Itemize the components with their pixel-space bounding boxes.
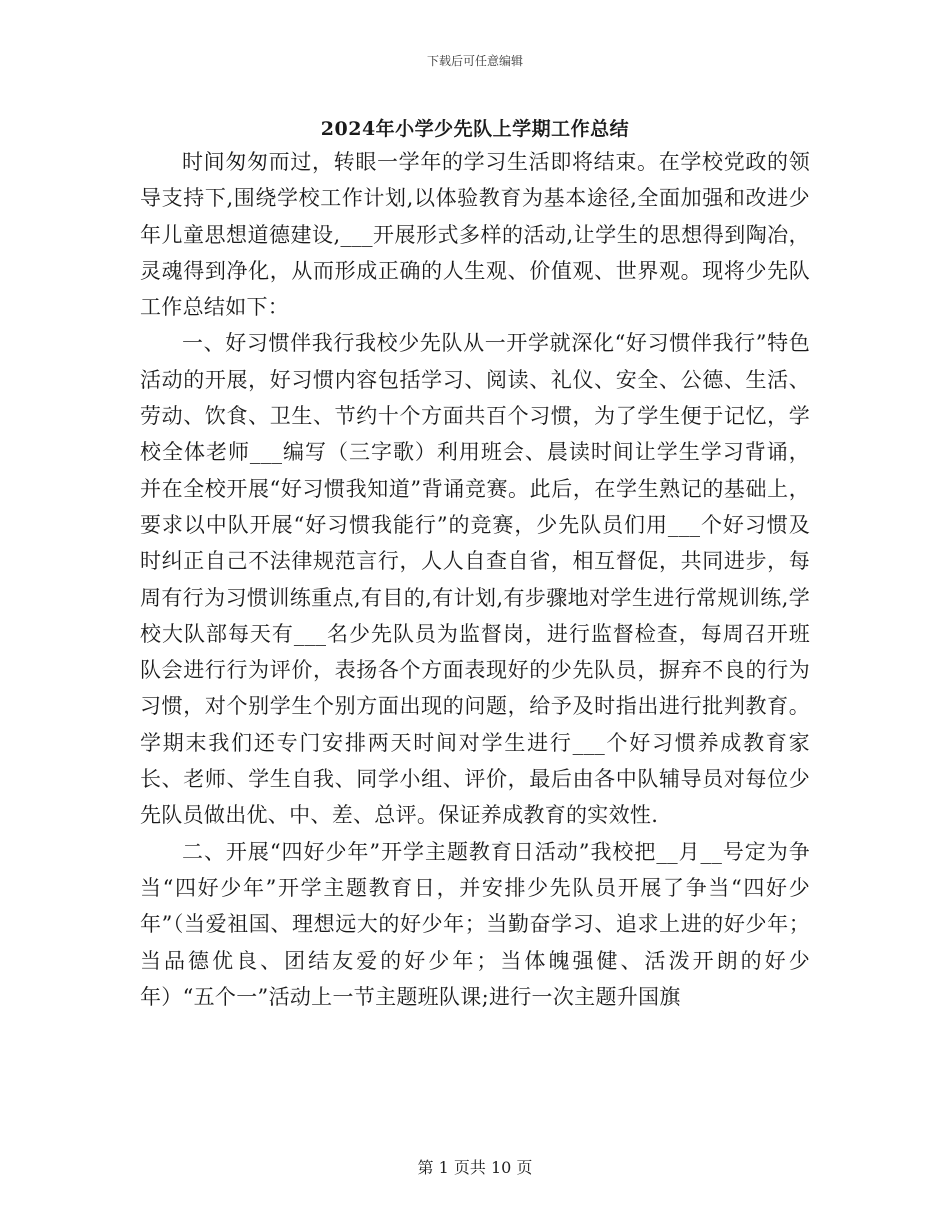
paragraph-section-1: 一、好习惯伴我行我校少先队从一开学就深化“好习惯伴我行”特色活动的开展，好习惯内容包括学习、阅读、礼仪、安全、公德、生活、劳动、饮食、卫生、节约十个方面共百个习惯，为了学生便于记忆，学校全体老师___编写（三字歌）利用班会、晨读时间让学生学习背诵，并在全校开展“好习惯我知道”背诵竞赛。此后，在学生熟记的基础上，要求以中队开展“好习惯我能行”的竞赛，少先队员们用___个好习惯及时纠正自己不法律规范言行，人人自查自省，相互督促，共同进步，每周有行为习惯训练重点,有目的,有计划,有步骤地对学生进行常规训练,学校大队部每天有___名少先队员为监督岗，进行监督检查，每周召开班队会进行行为评价，表扬各个方面表现好的少先队员，摒弃不良的行为习惯，对个别学生个别方面出现的问题，给予及时指出进行批判教育。学期末我们还专门安排两天时间对学生进行___个好习惯养成教育家长、老师、学生自我、同学小组、评价，最后由各中队辅导员对每位少先队员做出优、中、差、总评。保证养成教育的实效性. <box>140 331 810 828</box>
paragraph-section-2: 二、开展“四好少年”开学主题教育日活动”我校把__月__号定为争当“四好少年”开学主题教育日，并安排少先队员开展了争当“四好少年”（当爱祖国、理想远大的好少年；当勤奋学习、追求上进的好少年；当品德优良、团结友爱的好少年；当体魄强健、活泼开朗的好少年）“五个一”活动上一节主题班队课;进行一次主题升国旗 <box>140 839 810 1009</box>
page-number: 第 1 页共 10 页 <box>417 1158 533 1177</box>
paragraph-intro: 时间匆匆而过，转眼一学年的学习生活即将结束。在学校党政的领导支持下,围绕学校工作计划,以体验教育为基本途径,全面加强和改进少年儿童思想道德建设,___开展形式多样的活动,让学生的思想得到陶冶，灵魂得到净化，从而形成正确的人生观、价值观、世界观。现将少先队工作总结如下： <box>140 150 810 320</box>
header-note: 下载后可任意编辑 <box>426 54 523 68</box>
document-body <box>140 144 810 1015</box>
document-title: 2024年小学少先队上学期工作总结 <box>320 118 630 140</box>
